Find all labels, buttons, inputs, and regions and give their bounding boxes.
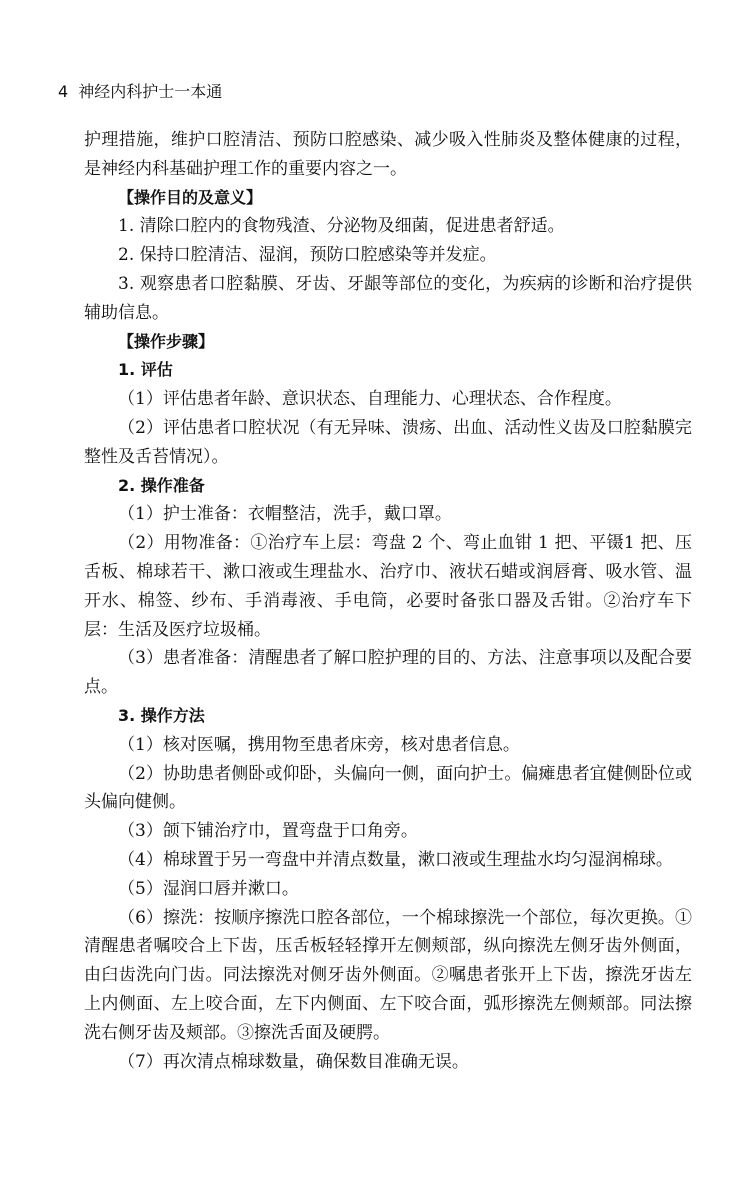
running-header (58, 82, 222, 102)
paragraph: （7）再次清点棉球数量，确保数目准确无误。 (118, 1051, 469, 1072)
paragraph: （3）颌下铺治疗巾，置弯盘于口角旁。 (118, 821, 418, 842)
paragraph: （2）用物准备：①治疗车上层：弯盘 2 个、弯止血钳 1 把、平镊1 把、压舌板、棉球若干、漱口液或生理盐水、治疗巾、液状石蜡或润唇膏、吸水管、温开水、棉签、纱布、手消毒液、手电筒，必要时备张口器及舌钳。②治疗车下层：生活及医疗垃圾桶。 (84, 533, 692, 640)
paragraph: （4）棉球置于另一弯盘中并清点数量，漱口液或生理盐水均匀湿润棉球。 (118, 849, 673, 870)
paragraph: （1）评估患者年龄、意识状态、自理能力、心理状态、合作程度。 (118, 389, 622, 410)
paragraph: （3）患者准备：清醒患者了解口腔护理的目的、方法、注意事项以及配合要点。 (84, 648, 692, 698)
paragraph: （1）核对医嘱，携用物至患者床旁，核对患者信息。 (118, 734, 520, 755)
paragraph: （5）湿润口唇并漱口。 (118, 878, 299, 899)
paragraph: 1. 清除口腔内的食物残渣、分泌物及细菌，促进患者舒适。 (118, 216, 565, 237)
paragraph: 2. 保持口腔清洁、湿润，预防口腔感染等并发症。 (118, 245, 497, 266)
paragraph: 护理措施，维护口腔清洁、预防口腔感染、减少吸入性肺炎及整体健康的过程，是神经内科基础护理工作的重要内容之一。 (84, 130, 692, 179)
book-title: 神经内科护士一本通 (78, 82, 223, 101)
subsection-heading: 2. 操作准备 (118, 475, 205, 495)
section-heading: 【操作步骤】 (118, 331, 215, 351)
paragraph: （2）协助患者侧卧或仰卧，头偏向一侧，面向护士。偏瘫患者宜健侧卧位或头偏向健侧。 (84, 763, 692, 813)
subsection-heading: 3. 操作方法 (118, 705, 205, 725)
section-heading: 【操作目的及意义】 (118, 187, 263, 207)
paragraph: （1）护士准备：衣帽整洁，洗手，戴口罩。 (118, 504, 452, 525)
subsection-heading: 1. 评估 (118, 360, 173, 380)
body-text (84, 126, 692, 1076)
paragraph: （2）评估患者口腔状况（有无异味、溃疡、出血、活动性义齿及口腔黏膜完整性及舌苔情况）。 (84, 417, 692, 467)
paragraph: 3. 观察患者口腔黏膜、牙齿、牙龈等部位的变化，为疾病的诊断和治疗提供辅助信息。 (84, 273, 692, 323)
page-number: 4 (58, 82, 69, 101)
paragraph: （6）擦洗：按顺序擦洗口腔各部位，一个棉球擦洗一个部位，每次更换。①清醒患者嘱咬合上下齿，压舌板轻轻撑开左侧颊部，纵向擦洗左侧牙齿外侧面，由臼齿洗向门齿。同法擦洗对侧牙齿外侧面。②嘱患者张开上下齿，擦洗牙齿左上内侧面、左上咬合面，左下内侧面、左下咬合面，弧形擦洗左侧颊部。同法擦洗右侧牙齿及颊部。③擦洗舌面及硬腭。 (84, 907, 692, 1043)
